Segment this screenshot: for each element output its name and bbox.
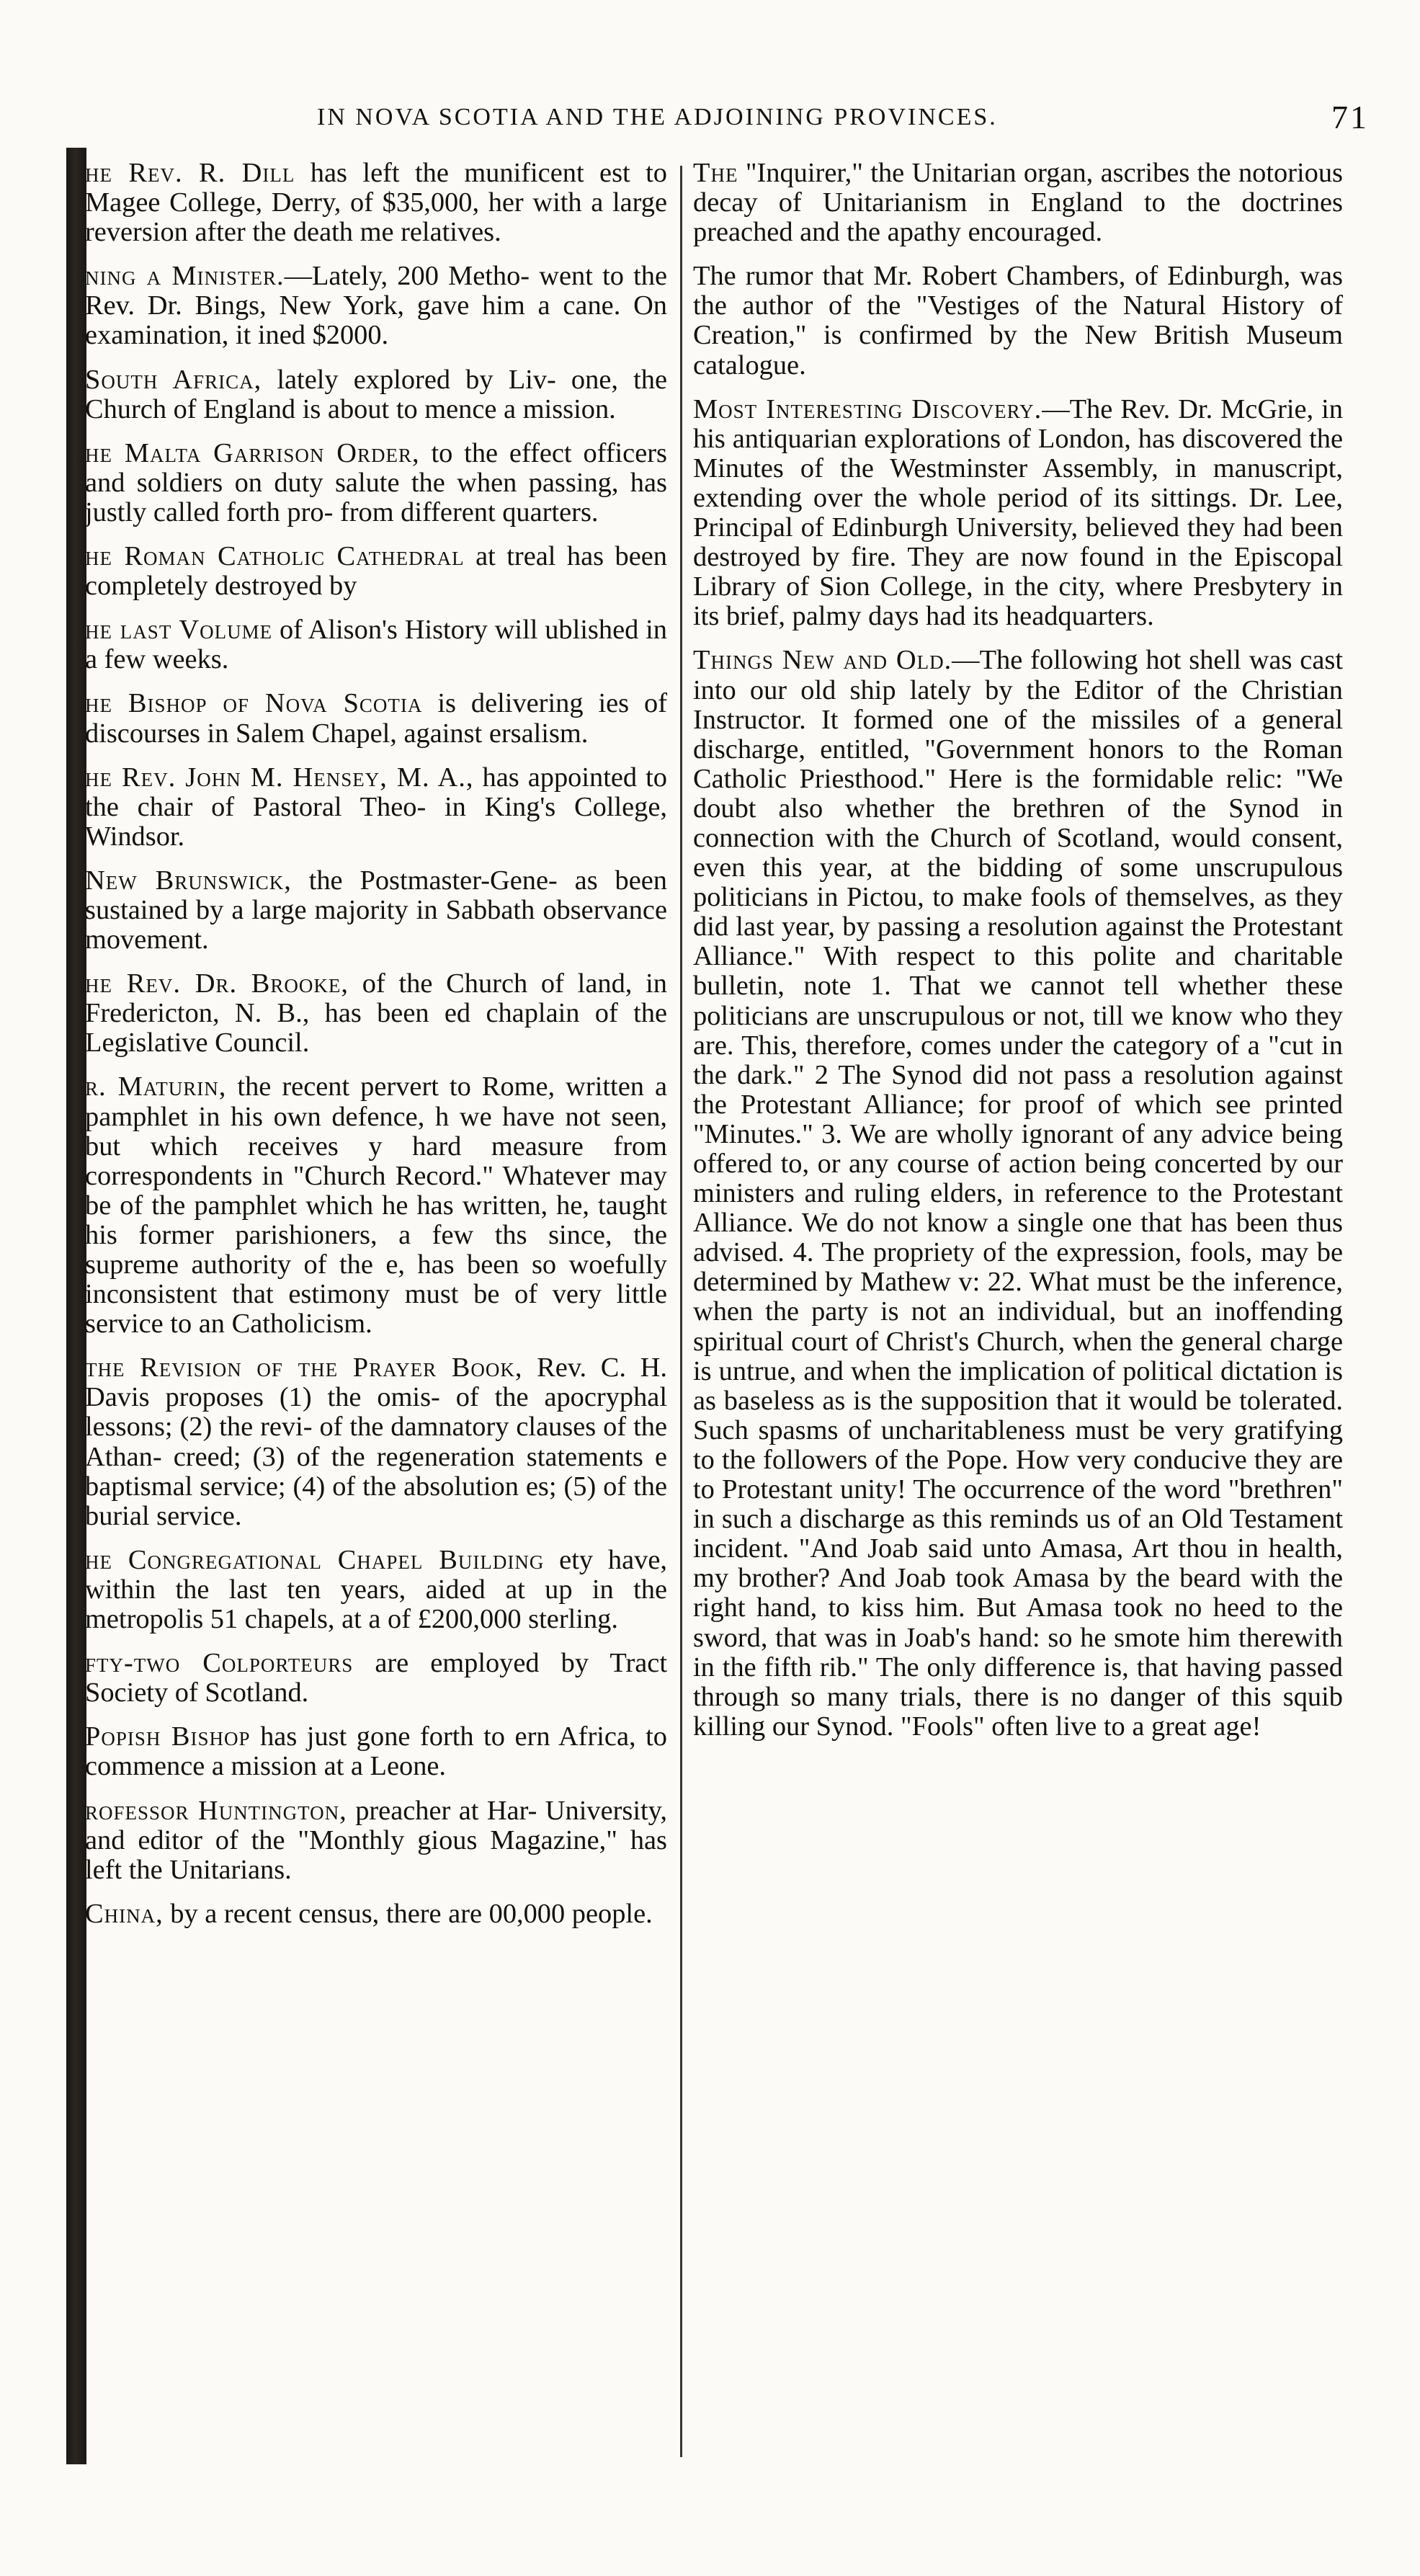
- item-text: the recent pervert to Rome, written a pamphlet in his own defence, h we have not seen, but which receives y hard measure from correspondents in "Church Record." Whatever may be of the pamphlet which he has written, he, taught his former parishioners, a few ths since, the supreme authority of the e, has been so woefully inconsistent that estimony must be of very little service to an Catholicism.: [85, 1071, 668, 1340]
- item-lead: he Rev. John M. Hensey, M. A.,: [85, 762, 474, 793]
- item-lead: fty-two Colporteurs: [85, 1648, 354, 1679]
- item-text: has appointed to the chair of Pastoral Theo- in King's College, Windsor.: [85, 762, 667, 852]
- item-text: The rumor that Mr. Robert Chambers, of Edinburgh, was the author of the "Vestiges of the Natural History of Creation," is confirmed by the New British Museum catalogue.: [693, 261, 1343, 380]
- item-text: is delivering ies of discourses in Salem Chapel, against ersalism.: [85, 688, 667, 749]
- item-text: by a recent census, there are 00,000 people.: [163, 1898, 653, 1929]
- item-lead: New Brunswick,: [85, 865, 292, 896]
- news-item: [85, 866, 667, 955]
- item-text: —The Rev. Dr. McGrie, in his antiquarian explorations of London, has discovered the Minutes of the Westminster Assembly, in manuscript, extending over the whole period of its sittings. Dr. Lee, Principal of Edinburgh University, believed they had been destroyed by fire. They are now found in the Episcopal Library of Sion College, in the city, where Presbytery in its brief, palmy days had its headquarters.: [693, 393, 1343, 632]
- item-text: of Alison's History will ublished in a few weeks.: [85, 615, 667, 675]
- news-item: [693, 395, 1343, 632]
- news-item: [85, 1072, 667, 1339]
- news-item: [85, 1649, 667, 1708]
- news-item: [85, 1899, 667, 1929]
- item-lead: he Roman Catholic Cathedral: [85, 541, 465, 572]
- item-lead: he last Volume: [85, 615, 273, 646]
- news-item: [85, 1546, 667, 1634]
- news-item: [85, 159, 667, 247]
- news-item: [693, 646, 1343, 1741]
- item-text: ety have, within the last ten years, aided at up in the metropolis 51 chapels, at a of £200,000 sterling.: [85, 1544, 668, 1635]
- item-lead: rofessor Huntington,: [85, 1795, 347, 1826]
- item-lead: China,: [85, 1898, 164, 1929]
- book-binding-edge: [66, 148, 86, 2464]
- left-column: [85, 159, 667, 1943]
- item-text: are employed by Tract Society of Scotland.: [85, 1648, 667, 1708]
- item-lead: the Revision of the Prayer Book,: [85, 1352, 523, 1383]
- news-item: [85, 1722, 667, 1781]
- item-lead: Popish Bishop: [85, 1721, 251, 1752]
- item-text: to the effect officers and soldiers on duty salute the when passing, has justly called forth pro- from different quarters.: [85, 437, 667, 527]
- page-title: IN NOVA SCOTIA AND THE ADJOINING PROVINCES.: [317, 104, 998, 130]
- item-text: lately explored by Liv- one, the Church of England is about to mence a mission.: [85, 364, 667, 424]
- news-item: [85, 763, 667, 852]
- news-item: [693, 262, 1343, 380]
- item-lead: Things New and Old.: [693, 645, 952, 676]
- item-lead: he Rev. Dr. Brooke,: [85, 968, 349, 999]
- item-text: —Lately, 200 Metho- went to the Rev. Dr. Bings, New York, gave him a cane. On examination, it ined $2000.: [85, 261, 668, 351]
- page-number: 71: [1331, 99, 1369, 135]
- right-column: [693, 159, 1343, 1756]
- news-item: [85, 439, 667, 527]
- item-lead: South Africa,: [85, 364, 262, 395]
- item-text: preacher at Har- University, and editor of the "Monthly gious Magazine," has left the Unitarians.: [85, 1795, 667, 1885]
- item-text: has just gone forth to ern Africa, to commence a mission at a Leone.: [85, 1721, 667, 1782]
- news-item: [85, 1353, 667, 1531]
- item-text: Rev. C. H. Davis proposes (1) the omis- of the apocryphal lessons; (2) the revi- of the damnatory clauses of the Athan- creed; (3) of the regeneration statements e baptismal service; (4) of the absolution es; (5) of the burial service.: [85, 1352, 667, 1531]
- item-lead: he Congregational Chapel Building: [85, 1544, 545, 1575]
- running-head: [303, 98, 1369, 141]
- item-text: at treal has been completely destroyed by: [85, 541, 667, 602]
- item-lead: he Bishop of Nova Scotia: [85, 688, 423, 719]
- news-item: [85, 969, 667, 1058]
- news-item: [85, 689, 667, 748]
- item-lead: r. Maturin,: [85, 1071, 227, 1102]
- item-lead: The: [693, 158, 738, 188]
- item-lead: ning a Minister.: [85, 261, 285, 292]
- item-lead: Most Interesting Discovery.: [693, 393, 1042, 424]
- item-text: "Inquirer," the Unitarian organ, ascribes the notorious decay of Unitarianism in England to the doctrines preached and the apathy encouraged.: [693, 158, 1343, 248]
- news-item: [85, 262, 667, 350]
- news-item: [693, 159, 1343, 247]
- item-text: has left the munificent est to Magee College, Derry, of $35,000, her with a large reversion after the death me relatives.: [85, 158, 667, 248]
- news-item: [85, 542, 667, 601]
- item-text: —The following hot shell was cast into our old ship lately by the Editor of the Christian Instructor. It formed one of the missiles of a general discharge, entitled, "Government honors to the Roman Catholic Priesthood." Here is the formidable relic: "We doubt also whether the brethren of the Synod in connection with the Church of Scotland, would consent, even this year, at the bidding of some unscrupulous politicians in Pictou, to make fools of themselves, as they did last year, by passing a resolution against the Protestant Alliance." With respect to this polite and charitable bulletin, note 1. That we cannot tell whether these politicians are unscrupulous or not, till we know who they are. This, therefore, comes under the category of a "cut in the dark." 2 The Synod did not pass a resolution against the Protestant Alliance; for proof of which see printed "Minutes." 3. We are wholly ignorant of any advice being offered to, or any course of action being concerted by our ministers and ruling elders, in reference to the Protestant Alliance. We do not know a single one that has been thus advised. 4. The propriety of the expression, fools, may be determined by Mathew v: 22. What must be the inference, when the party is not an individual, but an inoffending spiritual court of Christ's Church, when the general charge is untrue, and when the implication of political dictation is as baseless as is the supposition that it would be tolerated. Such spasms of uncharitableness must be very gratifying to the followers of the Pope. How very conducive they are to Protestant unity! The occurrence of the word "brethren" in such a discharge as this reminds us of an Old Testament incident. "And Joab said unto Amasa, Art thou in health, my brother? And Joab took Amasa by the beard with the right hand, to kiss him. But Amasa took no heed to the sword, that was in Joab's hand: so he smote him therewith in the fifth rib." The only difference is, that having passed through so many trials, there is no danger of this squib killing our Synod. "Fools" often live to a great age!: [693, 645, 1343, 1742]
- news-item: [85, 365, 667, 424]
- column-divider-rule: [680, 166, 682, 2457]
- news-item: [85, 1796, 667, 1885]
- item-text: of the Church of land, in Fredericton, N. B., has been ed chaplain of the Legislative Council.: [85, 968, 667, 1059]
- item-lead: he Malta Garrison Order,: [85, 437, 420, 468]
- item-lead: he Rev. R. Dill: [85, 158, 295, 188]
- news-item: [85, 615, 667, 674]
- item-text: the Postmaster-Gene- as been sustained by a large majority in Sabbath observance movement.: [85, 865, 667, 955]
